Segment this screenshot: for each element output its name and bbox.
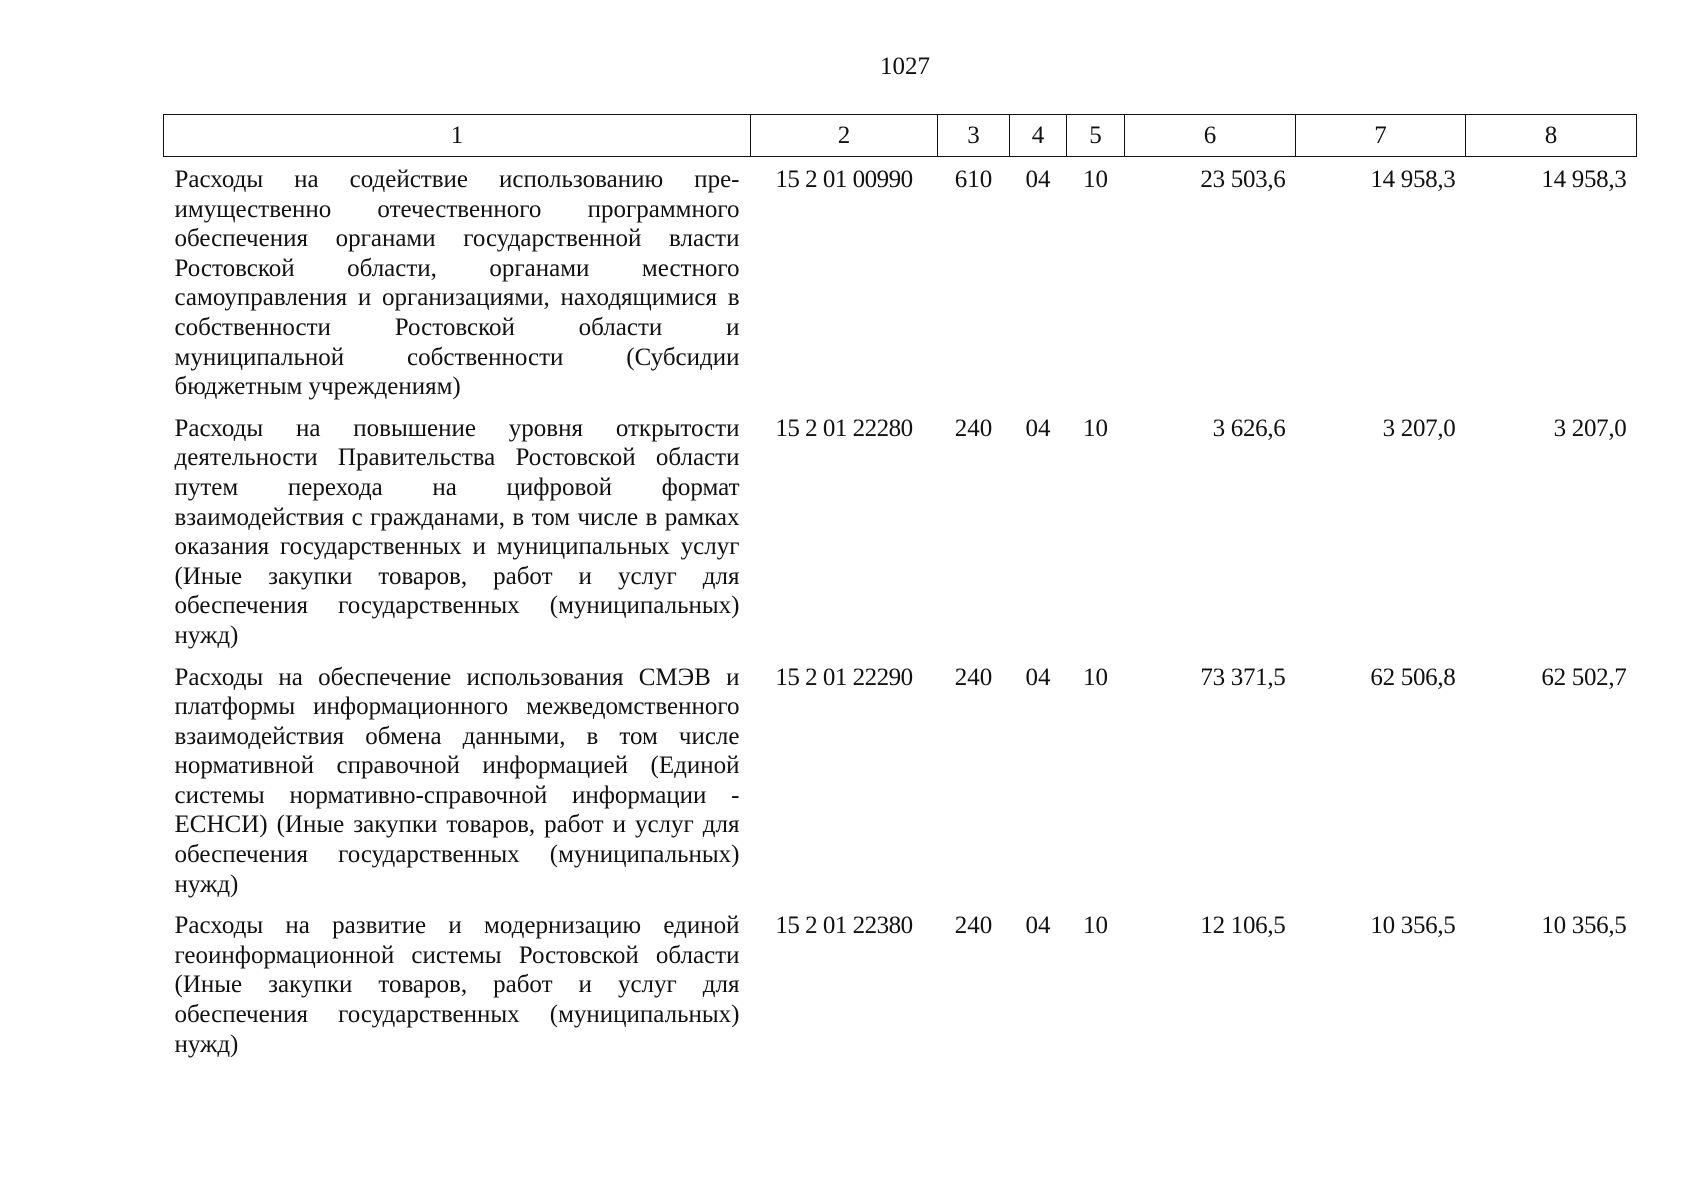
amount-col6: 23 503,6 (1200, 166, 1286, 193)
header-cell-5: 5 (1067, 115, 1125, 157)
table-row (164, 655, 1637, 904)
amount-col8: 62 502,7 (1541, 663, 1627, 691)
table-body (164, 157, 1637, 1064)
amount-col6: 12 106,5 (1200, 912, 1286, 940)
expense-description: Расходы на повышение уровня открытости деятельности Правительства Ростовской области путем перехода на цифровой формат взаимодействия с гражданами, в том числе в рамках оказания государственных и муниципальных услуг (Иные закупки товаров, работ и услуг для обеспечения государственных (муниципальных) нужд) (174, 414, 740, 649)
header-row (164, 115, 1637, 157)
amount-col8: 3 207,0 (1553, 414, 1627, 442)
header-cell-2: 2 (751, 115, 938, 157)
header-cell-3: 3 (938, 115, 1010, 157)
target-article-code: 15 2 01 22380 (775, 912, 913, 940)
amount-col7: 10 356,5 (1370, 912, 1456, 940)
section-code: 04 (1025, 663, 1051, 691)
page-number: 1027 (880, 53, 930, 80)
table-row (164, 406, 1637, 655)
section-code: 04 (1025, 414, 1051, 442)
target-article-code: 15 2 01 00990 (775, 166, 913, 193)
expense-description: Расходы на содействие использованию преимущественно отечественного программного обеспечения органами государственной власти Ростовской области, органами местного самоуправления и организациями, находящимися в собственности Ростовской области и муниципальной собственности (Субсидии бюджетным учреждениям) (174, 166, 740, 401)
amount-col7: 62 506,8 (1370, 663, 1456, 691)
target-article-code: 15 2 01 22290 (775, 663, 913, 691)
target-article-code: 15 2 01 22280 (775, 414, 913, 442)
header-cell-6: 6 (1125, 115, 1296, 157)
section-code: 04 (1025, 166, 1051, 193)
amount-col7: 14 958,3 (1370, 166, 1456, 193)
header-cell-4: 4 (1010, 115, 1067, 157)
table-row (164, 157, 1637, 406)
amount-col6: 73 371,5 (1200, 663, 1286, 691)
amount-col8: 10 356,5 (1541, 912, 1627, 940)
section-code: 04 (1025, 912, 1051, 940)
subsection-code: 10 (1083, 414, 1108, 442)
header-cell-7: 7 (1296, 115, 1466, 157)
table-row (164, 903, 1637, 1063)
table-header (164, 115, 1637, 157)
expense-type-code: 610 (954, 166, 993, 193)
amount-col8: 14 958,3 (1541, 166, 1627, 193)
expense-type-code: 240 (954, 912, 993, 940)
header-cell-1: 1 (164, 115, 751, 157)
amount-col6: 3 626,6 (1212, 414, 1286, 442)
expense-description: Расходы на развитие и модернизацию единой геоинформационной системы Ростовской области (Иные закупки товаров, работ и услуг для обеспечения государственных (муниципальных) нужд) (174, 912, 740, 1058)
subsection-code: 10 (1083, 663, 1108, 691)
budget-table (163, 114, 1637, 1063)
expense-type-code: 240 (954, 414, 993, 442)
subsection-code: 10 (1083, 166, 1108, 193)
header-cell-8: 8 (1466, 115, 1637, 157)
expense-type-code: 240 (954, 663, 993, 691)
subsection-code: 10 (1083, 912, 1108, 940)
expense-description: Расходы на обеспечение использования СМЭВ и платформы информационного межведомственного взаимодействия обмена данными, в том числе нормативной справочной информацией (Единой системы нормативно-справочной информации - ЕСНСИ) (Иные закупки товаров, работ и услуг для обеспечения государственных (муниципальных) нужд) (174, 663, 740, 898)
amount-col7: 3 207,0 (1382, 414, 1456, 442)
